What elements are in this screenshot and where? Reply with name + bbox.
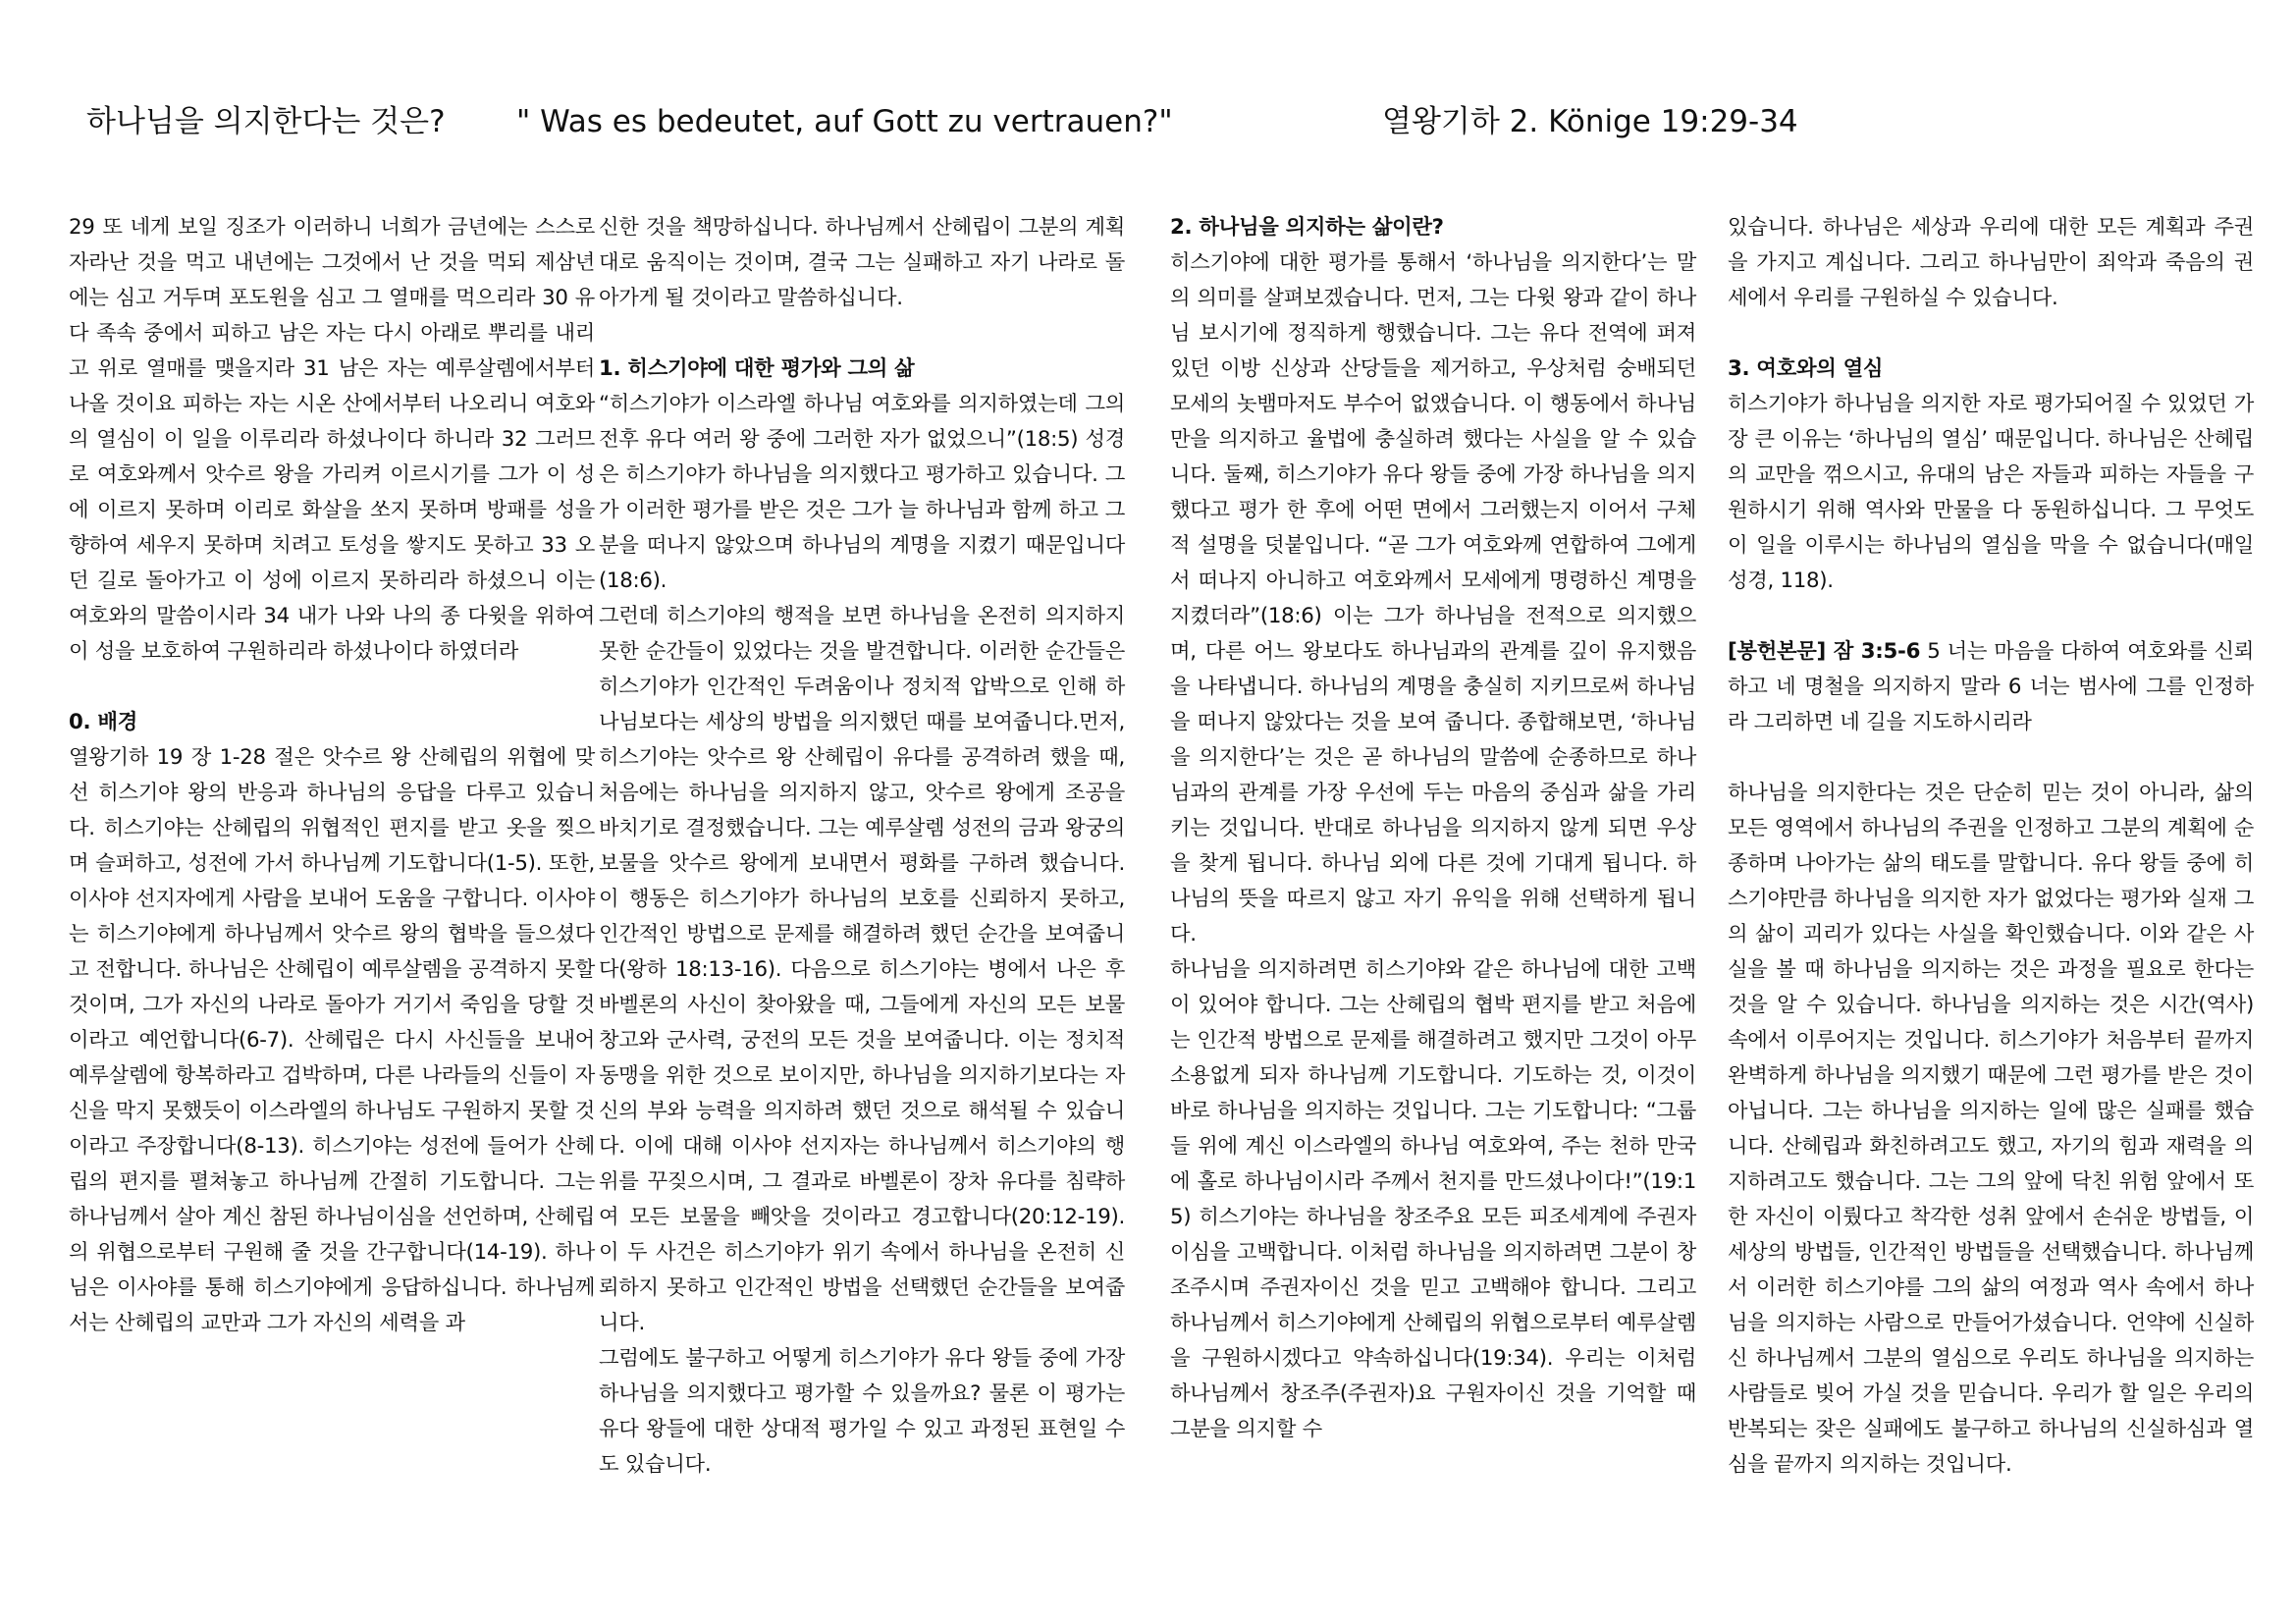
- paragraph: 그럼에도 불구하고 어떻게 히스기야가 유다 왕들 중에 가장 하나님을 의지했다고 평가할 수 있을까요? 물론 이 평가는 유다 왕들에 대한 상대적 평가일 수 있고 과정된 표현일 수도 있습니다.: [599, 1346, 1125, 1477]
- paragraph: 히스기야가 하나님을 의지한 자로 평가되어질 수 있었던 가장 큰 이유는 ‘하나님의 열심’ 때문입니다. 하나님은 산헤립의 교만을 꺾으시고, 유대의 남은 자들과 피하는 자들을 구원하시기 위해 역사와 만물을 다 동원하십니다. 그 무엇도 이 일을 이루시는 하나님의 열심을 막을 수 없습니다(매일성경, 118).: [1728, 392, 2254, 593]
- paragraph: 그런데 히스기야의 행적을 보면 하나님을 온전히 의지하지 못한 순간들이 있었다는 것을 발견합니다. 이러한 순간들은 히스기야가 인간적인 두려움이나 정치적 압박으로 인해 하나님보다는 세상의 방법을 의지했던 때를 보여줍니다.먼저, 히스기야는 앗수르 왕 산헤립이 유다를 공격하려 했을 때, 처음에는 하나님을 의지하지 않고, 앗수르 왕에게 조공을 바치기로 결정했습니다. 그는 예루살렘 성전의 금과 왕궁의 보물을 앗수르 왕에게 보내면서 평화를 구하려 했습니다. 이 행동은 히스기야가 하나님의 보호를 신뢰하지 못하고, 인간적인 방법으로 문제를 해결하려 했던 순간을 보여줍니다(왕하 18:13-16). 다음으로 히스기야는 병에서 나은 후 바벨론의 사신이 찾아왔을 때, 그들에게 자신의 모든 보물 창고와 군사력, 궁전의 모든 것을 보여줍니다. 이는 정치적 동맹을 위한 것으로 보이지만, 하나님을 의지하기보다는 자신의 부와 능력을 의지하려 했던 것으로 해석될 수 있습니다. 이에 대해 이사야 선지자는 하나님께서 히스기야의 행위를 꾸짖으시며, 그 결과로 바벨론이 장차 유다를 침략하여 모든 보물을 빼앗을 것이라고 경고합니다(20:12-19). 이 두 사건은 히스기야가 위기 속에서 하나님을 온전히 신뢰하지 못하고 인간적인 방법을 선택했던 순간들을 보여줍니다.: [599, 604, 1125, 1335]
- section-heading-1: 1. 히스기야에 대한 평가와 그의 삶: [599, 356, 915, 381]
- column-2: [599, 210, 1125, 1483]
- offering-reference: [봉헌본문] 잠 3:5-6: [1728, 639, 1921, 664]
- scripture-reference: 열왕기하 2. Könige 19:29-34: [1382, 104, 1798, 139]
- column-1: [69, 210, 595, 1341]
- column-4: [1728, 210, 2254, 1483]
- title-korean: 하나님을 의지한다는 것은?: [86, 104, 446, 139]
- paragraph: 하나님을 의지한다는 것은 단순히 믿는 것이 아니라, 삶의 모든 영역에서 하나님의 주권을 인정하고 그분의 계획에 순종하며 나아가는 삶의 태도를 말합니다. 유다 왕들 중에 히스기야만큼 하나님을 의지한 자가 없었다는 평가와 실재 그의 삶이 괴리가 있다는 사실을 확인했습니다. 이와 같은 사실을 볼 때 하나님을 의지하는 것은 과정을 필요로 한다는 것을 알 수 있습니다. 하나님을 의지하는 것은 시간(역사) 속에서 이루어지는 것입니다. 히스기야가 처음부터 끝까지 완벽하게 하나님을 의지했기 때문에 그런 평가를 받은 것이 아닙니다. 그는 하나님을 의지하는 일에 많은 실패를 했습니다. 산헤립과 화친하려고도 했고, 자기의 힘과 재력을 의지하려고도 했습니다. 그는 그의 앞에 닥친 위험 앞에서 또한 자신이 이뤘다고 착각한 성취 앞에서 손쉬운 방법들, 이 세상의 방법들, 인간적인 방법들을 선택했습니다. 하나님께서 이러한 히스기야를 그의 삶의 여정과 역사 속에서 하나님을 의지하는 사람으로 만들어가셨습니다. 언약에 신실하신 하나님께서 그분의 열심으로 우리도 하나님을 의지하는 사람들로 빚어 가실 것을 믿습니다. 우리가 할 일은 우리의 반복되는 잦은 실패에도 불구하고 하나님의 신실하심과 열심을 끝까지 의지하는 것입니다.: [1728, 781, 2254, 1477]
- paragraph: 히스기야에 대한 평가를 통해서 ‘하나님을 의지한다’는 말의 의미를 살펴보겠습니다. 먼저, 그는 다윗 왕과 같이 하나님 보시기에 정직하게 행했습니다. 그는 유다 전역에 퍼져 있던 이방 신상과 산당들을 제거하고, 우상처럼 숭배되던 모세의 놋뱀마저도 부수어 없앴습니다. 이 행동에서 하나님만을 의지하고 율법에 충실하려 했다는 사실을 알 수 있습니다. 둘째, 히스기야가 유다 왕들 중에 가장 하나님을 의지했다고 평가 한 후에 어떤 면에서 그러했는지 이어서 구체적 설명을 덧붙입니다. “곧 그가 여호와께 연합하여 그에게서 떠나지 아니하고 여호와께서 모세에게 명령하신 계명을 지켰더라”(18:6) 이는 그가 하나님을 전적으로 의지했으며, 다른 어느 왕보다도 하나님과의 관계를 깊이 유지했음을 나타냅니다. 하나님의 계명을 충실히 지키므로써 하나님을 떠나지 않았다는 것을 보여 줍니다. 종합해보면, ‘하나님을 의지한다’는 것은 곧 하나님의 말씀에 순종하므로 하나님과의 관계를 가장 우선에 두는 마음의 중심과 삶을 가리키는 것입니다. 반대로 하나님을 의지하지 않게 되면 우상을 찾게 됩니다. 하나님 외에 다른 것에 기대게 됩니다. 하나님의 뜻을 따르지 않고 자기 유익을 위해 선택하게 됩니다.: [1170, 250, 1696, 947]
- column-3: [1170, 210, 1696, 1447]
- paragraph: 있습니다. 하나님은 세상과 우리에 대한 모든 계획과 주권을 가지고 계십니다. 그리고 하나님만이 죄악과 죽음의 권세에서 우리를 구원하실 수 있습니다.: [1728, 215, 2254, 310]
- paragraph: 신한 것을 책망하십니다. 하나님께서 산헤립이 그분의 계획대로 움직이는 것이며, 결국 그는 실패하고 자기 나라로 돌아가게 될 것이라고 말씀하십니다.: [599, 215, 1125, 310]
- offering-text: [1728, 634, 2254, 740]
- section-heading-background: 0. 배경: [69, 710, 137, 734]
- paragraph: 하나님을 의지하려면 히스기야와 같은 하나님에 대한 고백이 있어야 합니다. 그는 산헤립의 협박 편지를 받고 처음에는 인간적 방법으로 문제를 해결하려고 했지만 그것이 아무 소용없게 되자 하나님께 기도합니다. 기도하는 것, 이것이 바로 하나님을 의지하는 것입니다. 그는 기도합니다: “그룹들 위에 계신 이스라엘의 하나님 여호와여, 주는 천하 만국에 홀로 하나님이시라 주께서 천지를 만드셨나이다!”(19:15) 히스기야는 하나님을 창조주요 모든 피조세계에 주권자이심을 고백합니다. 이처럼 하나님을 의지하려면 그분이 창조주시며 주권자이신 것을 믿고 고백해야 합니다. 그리고 하나님께서 히스기야에게 산헤립의 위협으로부터 예루살렘을 구원하시겠다고 약속하십니다(19:34). 우리는 이처럼 하나님께서 창조주(주권자)요 구원자이신 것을 기억할 때 그분을 의지할 수: [1170, 957, 1696, 1441]
- section-heading-3: 3. 여호와의 열심: [1728, 356, 1884, 381]
- paragraph: 열왕기하 19 장 1-28 절은 앗수르 왕 산헤립의 위협에 맞선 히스기야 왕의 반응과 하나님의 응답을 다루고 있습니다. 히스기야는 산헤립의 위협적인 편지를 받고 옷을 찢으며 슬퍼하고, 성전에 가서 하나님께 기도합니다(1-5). 또한, 이사야 선지자에게 사람을 보내어 도움을 구합니다. 이사야는 히스기야에게 하나님께서 앗수르 왕의 협박을 들으셨다고 전합니다. 하나님은 산헤립이 예루살렘을 공격하지 못할 것이며, 그가 자신의 나라로 돌아가 거기서 죽임을 당할 것이라고 예언합니다(6-7). 산헤립은 다시 사신들을 보내어 예루살렘에 항복하라고 겁박하며, 다른 나라들의 신들이 자신을 막지 못했듯이 이스라엘의 하나님도 구원하지 못할 것이라고 주장합니다(8-13). 히스기야는 성전에 들어가 산헤립의 편지를 펼쳐놓고 하나님께 간절히 기도합니다. 그는 하나님께서 살아 계신 참된 하나님이심을 선언하며, 산헤립의 위협으로부터 구원해 줄 것을 간구합니다(14-19). 하나님은 이사야를 통해 히스기야에게 응답하십니다. 하나님께서는 산헤립의 교만과 그가 자신의 세력을 과: [69, 745, 595, 1335]
- title-german: " Was es bedeutet, auf Gott zu vertrauen?": [516, 104, 1173, 139]
- offering-verse: 5 너는 마음을 다하여 여호와를 신뢰하고 네 명철을 의지하지 말라 6 너는 범사에 그를 인정하라 그리하면 네 길을 지도하시리라: [1728, 639, 2254, 734]
- section-heading-2: 2. 하나님을 의지하는 삶이란?: [1170, 215, 1444, 240]
- scripture-text: 29 또 네게 보일 징조가 이러하니 너희가 금년에는 스스로 자라난 것을 먹고 내년에는 그것에서 난 것을 먹되 제삼년에는 심고 거두며 포도원을 심고 그 열매를 먹으리라 30 유다 족속 중에서 피하고 남은 자는 다시 아래로 뿌리를 내리고 위로 열매를 맺을지라 31 남은 자는 예루살렘에서부터 나올 것이요 피하는 자는 시온 산에서부터 나오리니 여호와의 열심이 이 일을 이루리라 하셨나이다 하니라 32 그러므로 여호와께서 앗수르 왕을 가리켜 이르시기를 그가 이 성에 이르지 못하며 이리로 화살을 쏘지 못하며 방패를 성을 향하여 세우지 못하며 치려고 토성을 쌓지도 못하고 33 오던 길로 돌아가고 이 성에 이르지 못하리라 하셨으니 이는 여호와의 말씀이시라 34 내가 나와 나의 종 다윗을 위하여 이 성을 보호하여 구원하리라 하셨나이다 하였더라: [69, 215, 595, 664]
- paragraph: “히스기야가 이스라엘 하나님 여호와를 의지하였는데 그의 전후 유다 여러 왕 중에 그러한 자가 없었으니”(18:5) 성경은 히스기야가 하나님을 의지했다고 평가하고 있습니다. 그가 이러한 평가를 받은 것은 그가 늘 하나님과 함께 하고 그분을 떠나지 않았으며 하나님의 계명을 지켰기 때문입니다(18:6).: [599, 392, 1125, 593]
